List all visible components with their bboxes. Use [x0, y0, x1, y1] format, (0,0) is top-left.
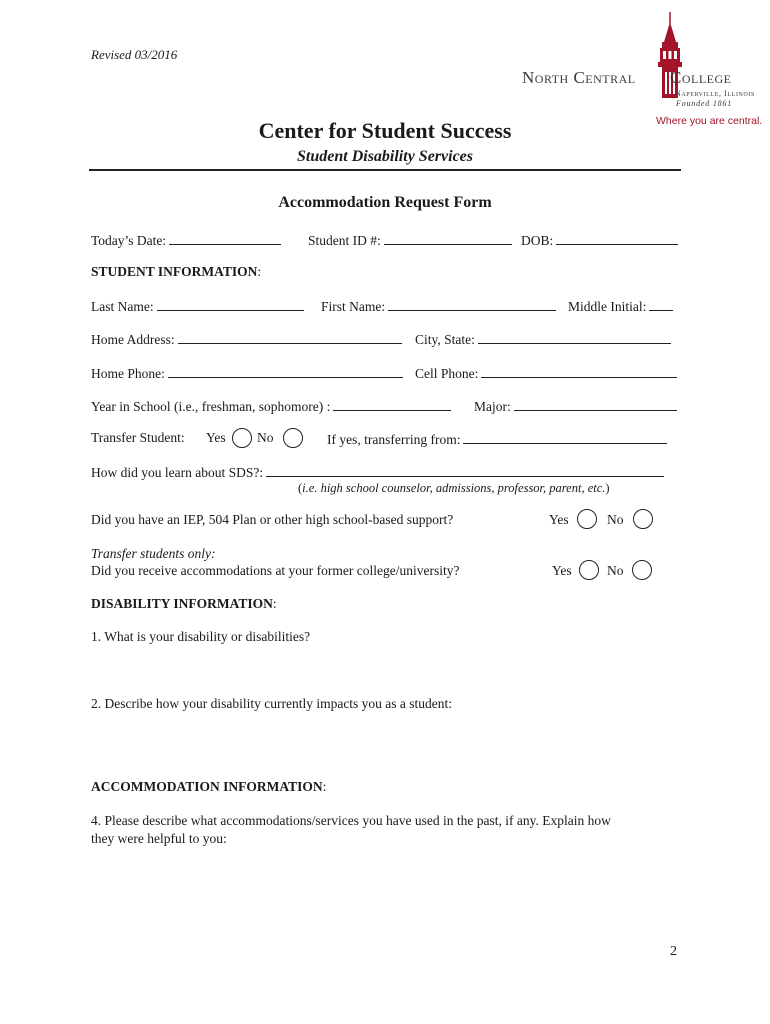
city-state-field[interactable]	[478, 330, 671, 344]
iep-yes-radio[interactable]	[577, 509, 597, 529]
logo-name-left: North Central	[522, 68, 636, 87]
home-phone-row	[91, 364, 403, 382]
iep-no-radio[interactable]	[633, 509, 653, 529]
home-phone-field[interactable]	[168, 364, 403, 378]
student-info-colon: :	[257, 264, 262, 279]
logo-tagline: Where you are central.	[656, 115, 763, 127]
header-divider	[89, 169, 681, 171]
transferring-from-row	[327, 430, 667, 448]
page-number: 2	[670, 944, 677, 959]
logo-location: Naperville, Illinois	[675, 89, 755, 98]
former-college-question: Did you receive accommodations at your former college/university?	[91, 563, 460, 578]
home-address-label: Home Address:	[91, 332, 175, 347]
home-phone-label: Home Phone:	[91, 366, 165, 381]
todays-date-field[interactable]	[169, 231, 281, 245]
iep-question: Did you have an IEP, 504 Plan or other high school-based support?	[91, 512, 454, 527]
dob-row	[521, 231, 678, 249]
former-yes-label: Yes	[552, 563, 572, 578]
middle-initial-field[interactable]	[649, 297, 673, 311]
logo-name-right: College	[670, 68, 732, 87]
learn-sds-hint-text: i.e. high school counselor, admissions, professor, parent, etc.	[302, 481, 606, 495]
page-title: Center for Student Success	[258, 118, 512, 143]
cell-phone-row	[415, 364, 677, 382]
transfer-student-label: Transfer Student:	[91, 430, 185, 445]
major-row	[474, 397, 677, 415]
transfer-only-label: Transfer students only	[91, 546, 212, 561]
iep-no-label: No	[607, 512, 624, 527]
transfer-no-label: No	[257, 430, 274, 445]
learn-sds-row	[91, 463, 664, 481]
cell-phone-field[interactable]	[481, 364, 677, 378]
todays-date-row	[91, 231, 281, 249]
last-name-field[interactable]	[157, 297, 304, 311]
learn-sds-label: How did you learn about SDS?:	[91, 465, 264, 480]
learn-sds-field[interactable]	[266, 463, 664, 477]
question-4-line2: they were helpful to you:	[91, 831, 227, 846]
year-in-school-field[interactable]	[333, 397, 451, 411]
disability-info-heading	[91, 596, 277, 612]
student-id-label: Student ID #:	[308, 233, 381, 248]
learn-sds-hint: (i.e. high school counselor, admissions, professor, parent, etc.)	[298, 481, 610, 495]
student-info-label: STUDENT INFORMATION	[91, 264, 258, 279]
dob-field[interactable]	[556, 231, 678, 245]
first-name-row	[321, 297, 556, 315]
city-state-label: City, State:	[415, 332, 475, 347]
home-address-row	[91, 330, 402, 348]
transfer-only-heading: Transfer students only:	[91, 546, 216, 561]
major-label: Major:	[474, 399, 511, 414]
student-info-heading	[91, 264, 261, 280]
question-2: 2. Describe how your disability currently impacts you as a student:	[91, 696, 453, 711]
student-id-field[interactable]	[384, 231, 512, 245]
cell-phone-label: Cell Phone:	[415, 366, 479, 381]
transfer-yes-label: Yes	[206, 430, 226, 445]
year-in-school-row	[91, 397, 451, 415]
page-subtitle: Student Disability Services	[297, 148, 473, 165]
last-name-label: Last Name:	[91, 299, 154, 314]
college-logo	[520, 12, 763, 130]
former-no-radio[interactable]	[632, 560, 652, 580]
disability-info-label: DISABILITY INFORMATION	[91, 596, 273, 611]
student-id-row	[308, 231, 512, 249]
major-field[interactable]	[514, 397, 677, 411]
logo-founded: Founded 1861	[676, 99, 733, 108]
first-name-label: First Name:	[321, 299, 386, 314]
former-no-label: No	[607, 563, 624, 578]
accommodation-info-heading	[91, 779, 326, 795]
first-name-field[interactable]	[388, 297, 556, 311]
question-1: 1. What is your disability or disabilities?	[91, 629, 311, 644]
form-title: Accommodation Request Form	[278, 194, 492, 211]
middle-initial-row	[568, 297, 673, 315]
todays-date-label: Today’s Date:	[91, 233, 167, 248]
transferring-from-field[interactable]	[463, 430, 667, 444]
question-4-line1: 4. Please describe what accommodations/services you have used in the past, if any. Explain how	[91, 813, 611, 828]
revised-date: Revised 03/2016	[91, 47, 178, 62]
iep-yes-label: Yes	[549, 512, 569, 527]
home-address-field[interactable]	[178, 330, 402, 344]
transfer-no-radio[interactable]	[283, 428, 303, 448]
transferring-from-label: If yes, transferring from:	[327, 432, 461, 447]
disability-info-colon: :	[272, 596, 277, 611]
year-in-school-label: Year in School (i.e., freshman, sophomore) :	[91, 399, 331, 414]
former-yes-radio[interactable]	[579, 560, 599, 580]
accommodation-info-label: ACCOMMODATION INFORMATION	[91, 779, 323, 794]
middle-initial-label: Middle Initial:	[568, 299, 647, 314]
city-state-row	[415, 330, 671, 348]
dob-label: DOB:	[521, 233, 554, 248]
transfer-yes-radio[interactable]	[232, 428, 252, 448]
last-name-row	[91, 297, 304, 315]
accommodation-info-colon: :	[322, 779, 327, 794]
